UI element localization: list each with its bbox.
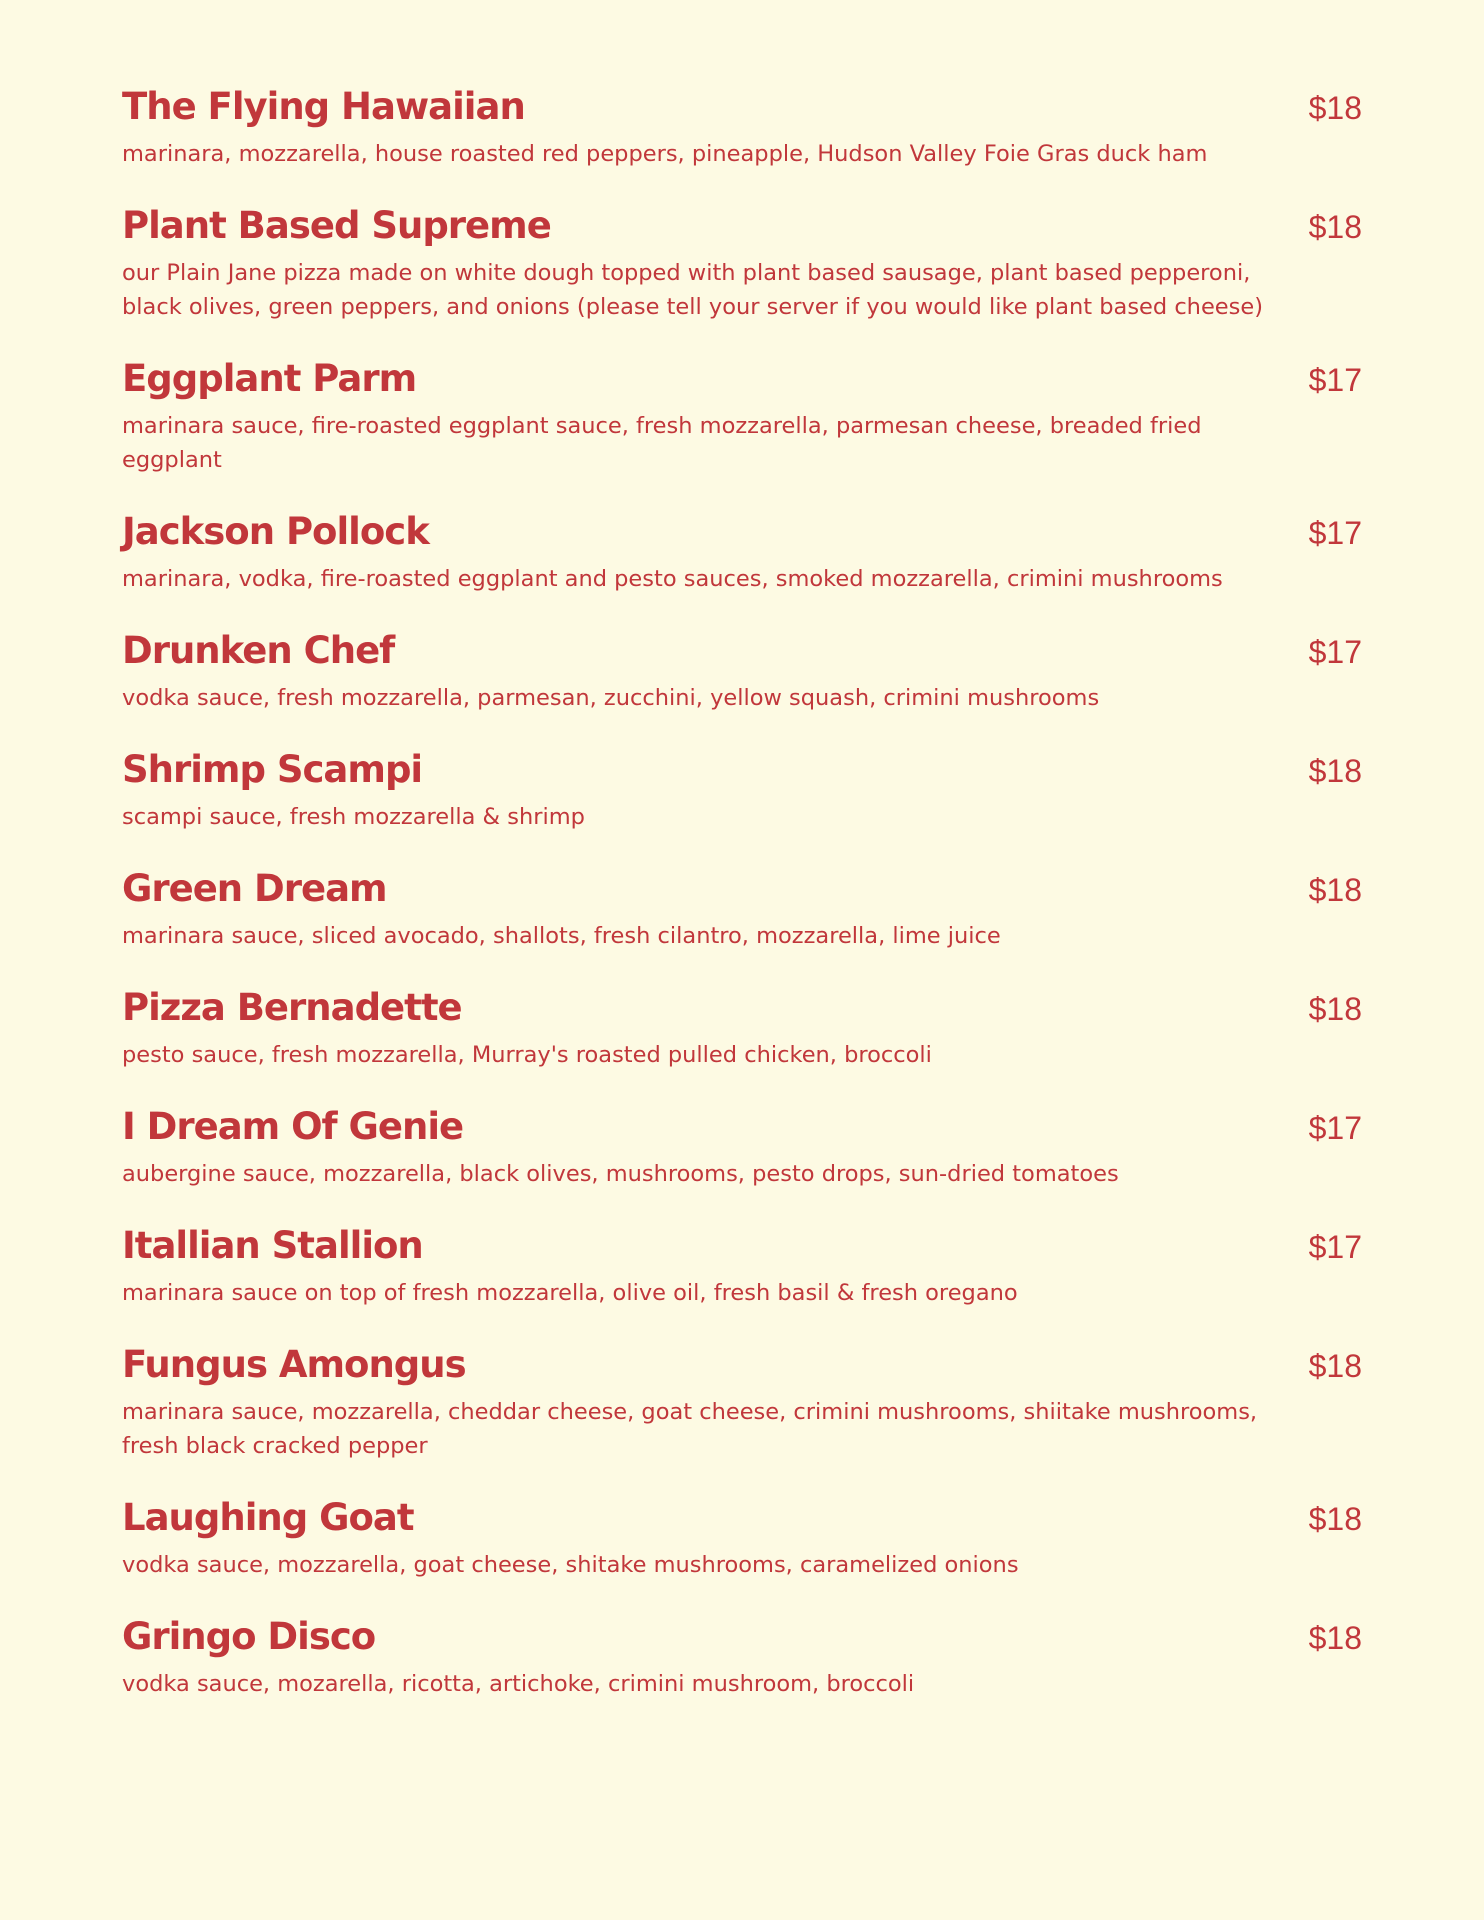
menu-item-header	[122, 82, 1362, 132]
item-description: marinara, mozzarella, house roasted red peppers, pineapple, Hudson Valley Foie Gras duck ham	[122, 141, 1208, 167]
menu-item	[122, 1102, 1362, 1191]
item-description: pesto sauce, fresh mozzarella, Murray's roasted pulled chicken, broccoli	[122, 1042, 932, 1068]
item-name: Pizza Bernadette	[122, 986, 462, 1029]
item-price: $18	[1308, 90, 1362, 126]
menu-item-header	[122, 745, 1362, 795]
menu-item	[122, 1612, 1362, 1701]
menu-item	[122, 864, 1362, 953]
item-price: $17	[1308, 1229, 1362, 1265]
item-name: Eggplant Parm	[122, 357, 417, 400]
item-name: Shrimp Scampi	[122, 748, 423, 791]
menu-item	[122, 1340, 1362, 1463]
item-description: scampi sauce, fresh mozzarella & shrimp	[122, 804, 585, 830]
item-name: Gringo Disco	[122, 1615, 376, 1658]
item-name: The Flying Hawaiian	[122, 85, 525, 128]
item-price: $18	[1308, 872, 1362, 908]
item-description: marinara sauce on top of fresh mozzarella, olive oil, fresh basil & fresh oregano	[122, 1280, 1018, 1306]
menu-item-header	[122, 201, 1362, 251]
menu-item-header	[122, 507, 1362, 557]
item-name: Jackson Pollock	[122, 510, 429, 553]
item-price: $18	[1308, 991, 1362, 1027]
item-price: $18	[1308, 1501, 1362, 1537]
menu-item-header	[122, 983, 1362, 1033]
menu-item-header	[122, 1340, 1362, 1390]
item-description: marinara sauce, sliced avocado, shallots, fresh cilantro, mozzarella, lime juice	[122, 923, 1001, 949]
item-description: marinara, vodka, fire-roasted eggplant and pesto sauces, smoked mozzarella, crimini mushrooms	[122, 566, 1223, 592]
item-description: vodka sauce, mozarella, ricotta, artichoke, crimini mushroom, broccoli	[122, 1671, 915, 1697]
menu-item-header	[122, 1493, 1362, 1543]
menu-item	[122, 983, 1362, 1072]
item-description: vodka sauce, fresh mozzarella, parmesan, zucchini, yellow squash, crimini mushrooms	[122, 685, 1100, 711]
item-description: marinara sauce, mozzarella, cheddar cheese, goat cheese, crimini mushrooms, shiitake mushrooms, fresh black cracked pepper	[122, 1399, 1258, 1459]
menu-item	[122, 745, 1362, 834]
item-description: marinara sauce, fire-roasted eggplant sauce, fresh mozzarella, parmesan cheese, breaded fried eggplant	[122, 413, 1202, 473]
item-name: Laughing Goat	[122, 1496, 414, 1539]
item-description: our Plain Jane pizza made on white dough topped with plant based sausage, plant based pepperoni, black olives, green peppers, and onions (please tell your server if you would like plant based cheese)	[122, 260, 1263, 320]
menu-item-header	[122, 1221, 1362, 1271]
item-price: $18	[1308, 1620, 1362, 1656]
menu-item	[122, 1493, 1362, 1582]
item-name: I Dream Of Genie	[122, 1105, 464, 1148]
menu-item-header	[122, 864, 1362, 914]
item-description: vodka sauce, mozzarella, goat cheese, shitake mushrooms, caramelized onions	[122, 1552, 1019, 1578]
item-price: $18	[1308, 753, 1362, 789]
item-price: $17	[1308, 1110, 1362, 1146]
menu-item-header	[122, 626, 1362, 676]
item-description: aubergine sauce, mozzarella, black olives, mushrooms, pesto drops, sun-dried tomatoes	[122, 1161, 1119, 1187]
menu-item	[122, 507, 1362, 596]
menu-item	[122, 201, 1362, 324]
menu-item	[122, 1221, 1362, 1310]
item-name: Drunken Chef	[122, 629, 395, 672]
menu-item-header	[122, 1102, 1362, 1152]
menu-list	[122, 82, 1362, 1731]
item-price: $17	[1308, 362, 1362, 398]
item-name: Green Dream	[122, 867, 387, 910]
menu-item-header	[122, 354, 1362, 404]
menu-item	[122, 626, 1362, 715]
item-price: $17	[1308, 634, 1362, 670]
menu-item-header	[122, 1612, 1362, 1662]
item-name: Fungus Amongus	[122, 1343, 466, 1386]
item-name: Plant Based Supreme	[122, 204, 551, 247]
item-name: Itallian Stallion	[122, 1224, 423, 1267]
menu-item	[122, 354, 1362, 477]
item-price: $18	[1308, 1348, 1362, 1384]
item-price: $18	[1308, 209, 1362, 245]
item-price: $17	[1308, 515, 1362, 551]
menu-item	[122, 82, 1362, 171]
